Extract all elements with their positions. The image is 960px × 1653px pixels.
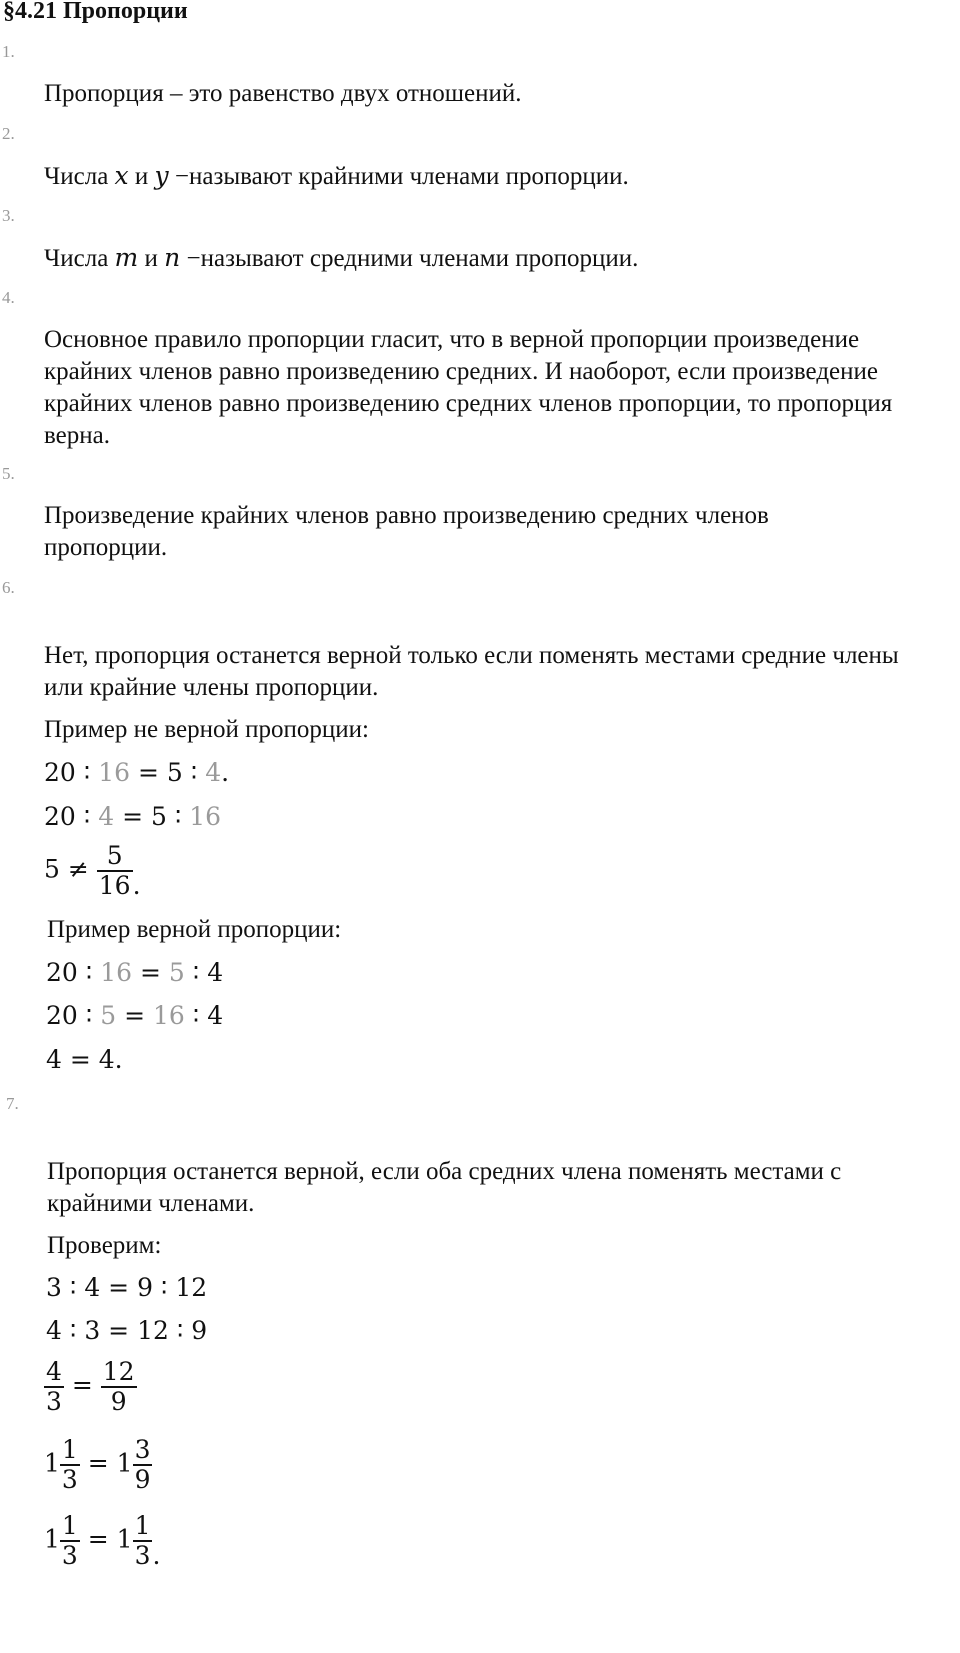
equation-line: $\frac{4}{3}$ = $\frac{12}{9}$ [46, 1357, 135, 1416]
answer-text: Нет, пропорция останется верной только если поменять местами средние члены или крайние члены пропорции. [44, 642, 899, 701]
answer-text: Основное правило пропорции гласит, что в верной пропорции произведение крайних членов равно произведению средних. И наоборот, если произведение крайних членов равно произведению средних членов пропорции, то пропорция верна. [44, 326, 893, 449]
equation-line: 20 ∶ 5 = 16 ∶ 4 [46, 1001, 224, 1030]
answer-text: Пропорция останется верной, если оба средних члена поменять местами с крайними членами. [47, 1158, 842, 1217]
example-label: Пример верной пропорции: [47, 916, 342, 943]
item-number: 4. [2, 288, 15, 307]
fraction: $\frac{4}{3}$ [46, 1357, 62, 1416]
equation-line: 20 ∶ 16 = 5 ∶ 4. [44, 758, 230, 787]
answer-text: Произведение крайних членов равно произведению средних членов пропорции. [44, 502, 769, 561]
equation-line: 20 ∶ 16 = 5 ∶ 4 [46, 958, 224, 987]
equation-line: 5 ≠ $\frac{5}{16}$ . [44, 841, 141, 900]
equation-line: 20 ∶ 4 = 5 ∶ 16 [44, 802, 222, 831]
example-label: Проверим: [47, 1232, 162, 1259]
page-title: §4.21 Пропорции [3, 0, 188, 24]
item-number: 1. [2, 42, 15, 61]
item-number: 6. [2, 578, 15, 597]
equation-line: 4 ∶ 3 = 12 ∶ 9 [46, 1316, 208, 1345]
example-label: Пример не верной пропорции: [44, 716, 369, 743]
item-number: 2. [2, 124, 15, 143]
fraction: $\frac{1}{3}$ [61, 1511, 78, 1570]
item-number: 3. [2, 206, 15, 225]
equation-line: 4 = 4. [46, 1045, 123, 1074]
answer-text: Числа x и y −называют крайними членами пропорции. [44, 161, 629, 190]
item-number: 7. [6, 1094, 19, 1113]
answer-text: Числа m и n −называют средними членами пропорции. [44, 243, 639, 272]
fraction: $\frac{1}{3}$ [134, 1511, 151, 1570]
equation-line: 1 $\frac{1}{3}$ = 1 $\frac{1}{3}$ . [44, 1511, 161, 1570]
fraction: $\frac{3}{9}$ [134, 1435, 151, 1494]
fraction: $\frac{5}{16}$ [98, 841, 131, 900]
equation-line: 3 ∶ 4 = 9 ∶ 12 [46, 1273, 208, 1302]
answer-text: Пропорция – это равенство двух отношений. [44, 80, 522, 107]
fraction: $\frac{12}{9}$ [102, 1357, 135, 1416]
equation-line: 1 $\frac{1}{3}$ = 1 $\frac{3}{9}$ [44, 1435, 151, 1494]
fraction: $\frac{1}{3}$ [61, 1435, 78, 1494]
item-number: 5. [2, 464, 15, 483]
